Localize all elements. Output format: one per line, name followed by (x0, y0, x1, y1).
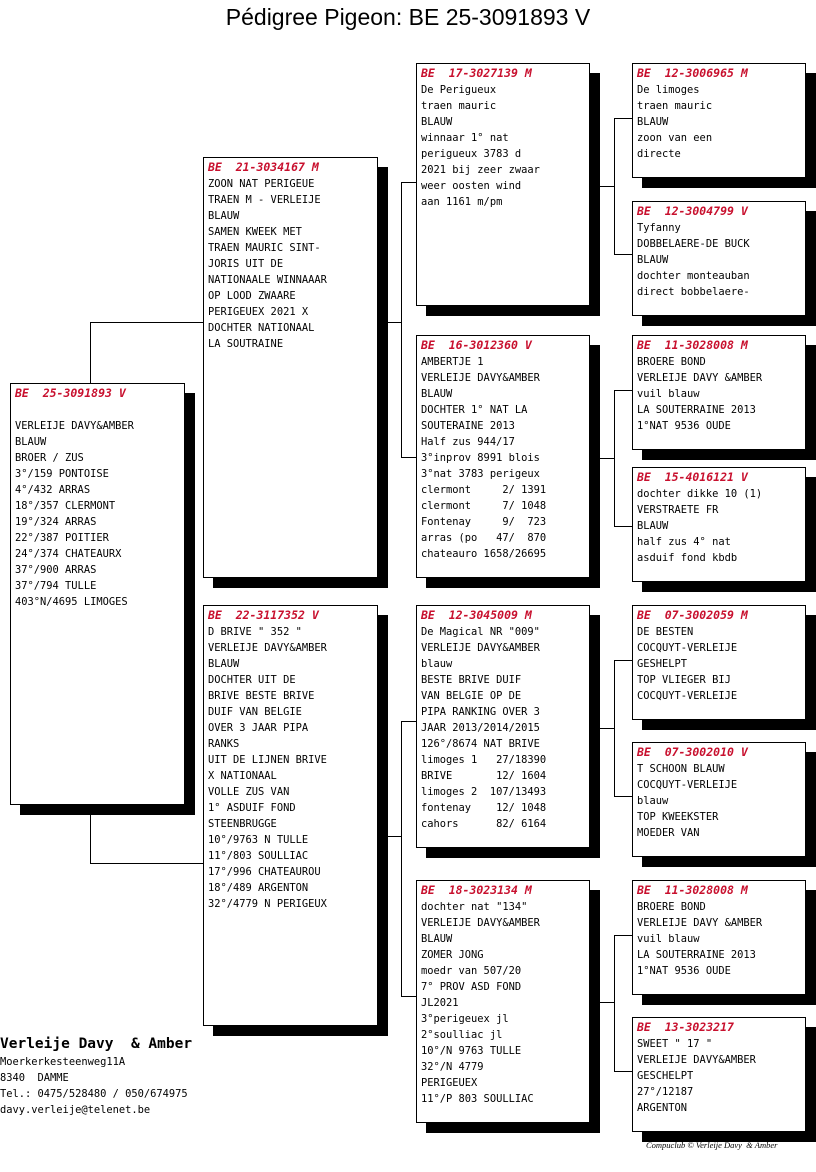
ring-number: BE 12-3004799 V (637, 204, 748, 218)
owner-info (0, 1034, 192, 1118)
ring-number: BE 22-3117352 V (208, 608, 319, 622)
pigeon-details: De limoges traen mauric BLAUW zoon van een directe (637, 84, 713, 160)
owner-street: Moerkerkesteenweg11A (0, 1056, 126, 1068)
pigeon-details: DE BESTEN COCQUYT-VERLEIJE GESHELPT TOP VLIEGER BIJ COCQUYT-VERLEIJE (637, 626, 738, 702)
ring-number: BE 11-3028008 M (637, 338, 748, 352)
ring-number: BE 21-3034167 M (208, 160, 319, 174)
ring-number: BE 18-3023134 M (421, 883, 532, 897)
pigeon-card-ggp-3 (632, 335, 806, 450)
ring-number: BE 25-3091893 V (15, 386, 126, 400)
pigeon-details: SWEET " 17 " VERLEIJE DAVY&AMBER GESCHELPT 27°/12187 ARGENTON (637, 1038, 756, 1114)
pigeon-details: ZOON NAT PERIGEUE TRAEN M - VERLEIJE BLAUW SAMEN KWEEK MET TRAEN MAURIC SINT- JORIS UIT DE NATIONAALE WINNAAAR OP LOOD ZWAARE PERIGEUEX 2021 X DOCHTER NATIONAAL LA SOUTRAINE (208, 178, 327, 350)
pigeon-card-subject (10, 383, 185, 805)
pigeon-card-sire (203, 157, 378, 578)
pigeon-card-ggp-1 (632, 63, 806, 178)
owner-name: Verleije Davy & Amber (0, 1036, 193, 1052)
owner-email: davy.verleije@telenet.be (0, 1104, 151, 1116)
pigeon-details: VERLEIJE DAVY&AMBER BLAUW BROER / ZUS 3°/159 PONTOISE 4°/432 ARRAS 18°/357 CLERMONT 19°/324 ARRAS 22°/387 POITIER 24°/374 CHATEAURX 37°/900 ARRAS 37°/794 TULLE 403°N/4695 LIMOGES (15, 420, 134, 608)
owner-city: 8340 DAMME (0, 1072, 69, 1084)
owner-phone: Tel.: 0475/528480 / 050/674975 (0, 1088, 188, 1100)
pigeon-details: dochter dikke 10 (1) VERSTRAETE FR BLAUW half zus 4° nat asduif fond kbdb (637, 488, 763, 564)
pigeon-card-sire-sire (416, 63, 590, 306)
ring-number: BE 13-3023217 (637, 1020, 734, 1034)
page-title: Pédigree Pigeon: BE 25-3091893 V (225, 4, 591, 30)
ring-number: BE 12-3045009 M (421, 608, 532, 622)
pigeon-details: De Perigueux traen mauric BLAUW winnaar 1° nat perigueux 3783 d 2021 bij zeer zwaar weer oosten wind aan 1161 m/pm (421, 84, 540, 208)
pigeon-card-ggp-5 (632, 605, 806, 720)
ring-number: BE 07-3002010 V (637, 745, 748, 759)
pigeon-card-dam-dam (416, 880, 590, 1123)
pigeon-details: AMBERTJE 1 VERLEIJE DAVY&AMBER BLAUW DOCHTER 1° NAT LA SOUTERAINE 2013 Half zus 944/17 3°inprov 8991 blois 3°nat 3783 perigeux clermont 2/ 1391 clermont 7/ 1048 Fontenay 9/ 723 arras (po 47/ 870 chateauro 1658/26695 (421, 356, 547, 560)
pigeon-card-sire-dam (416, 335, 590, 578)
ring-number: BE 12-3006965 M (637, 66, 748, 80)
ring-number: BE 16-3012360 V (421, 338, 532, 352)
pigeon-card-ggp-6 (632, 742, 806, 857)
pigeon-details: De Magical NR "009" VERLEIJE DAVY&AMBER blauw BESTE BRIVE DUIF VAN BELGIE OP DE PIPA RANKING OVER 3 JAAR 2013/2014/2015 126°/8674 NAT BRIVE limoges 1 27/18390 BRIVE 12/ 1604 limoges 2 107/13493 fontenay 12/ 1048 cahors 82/ 6164 (421, 626, 547, 830)
ring-number: BE 17-3027139 M (421, 66, 532, 80)
pigeon-details: D BRIVE " 352 " VERLEIJE DAVY&AMBER BLAUW DOCHTER UIT DE BRIVE BESTE BRIVE DUIF VAN BELGIE OVER 3 JAAR PIPA RANKS UIT DE LIJNEN BRIVE X NATIONAAL VOLLE ZUS VAN 1° ASDUIF FOND STEENBRUGGE 10°/9763 N TULLE 11°/803 SOULLIAC 17°/996 CHATEAUROU 18°/489 ARGENTON 32°/4779 N PERIGEUX (208, 626, 327, 910)
ring-number: BE 11-3028008 M (637, 883, 748, 897)
pigeon-card-ggp-7 (632, 880, 806, 995)
footer-credit: Compuclub © Verleije Davy & Amber (646, 1140, 778, 1150)
pigeon-details: T SCHOON BLAUW COCQUYT-VERLEIJE blauw TOP KWEEKSTER MOEDER VAN (637, 763, 738, 839)
pigeon-details: dochter nat "134" VERLEIJE DAVY&AMBER BLAUW ZOMER JONG moedr van 507/20 7° PROV ASD FOND JL2021 3°perigeuex jl 2°soulliac jl 10°/N 9763 TULLE 32°/N 4779 PERIGEUEX 11°/P 803 SOULLIAC (421, 901, 540, 1105)
pigeon-card-ggp-2 (632, 201, 806, 316)
pigeon-card-dam-sire (416, 605, 590, 848)
pigeon-details: BROERE BOND VERLEIJE DAVY &AMBER vuil blauw LA SOUTERRAINE 2013 1°NAT 9536 OUDE (637, 901, 763, 977)
ring-number: BE 15-4016121 V (637, 470, 748, 484)
ring-number: BE 07-3002059 M (637, 608, 748, 622)
pigeon-details: BROERE BOND VERLEIJE DAVY &AMBER vuil blauw LA SOUTERRAINE 2013 1°NAT 9536 OUDE (637, 356, 763, 432)
pigeon-card-ggp-4 (632, 467, 806, 582)
pigeon-card-dam (203, 605, 378, 1026)
pigeon-details: Tyfanny DOBBELAERE-DE BUCK BLAUW dochter monteauban direct bobbelaere- (637, 222, 750, 298)
pigeon-card-ggp-8 (632, 1017, 806, 1132)
